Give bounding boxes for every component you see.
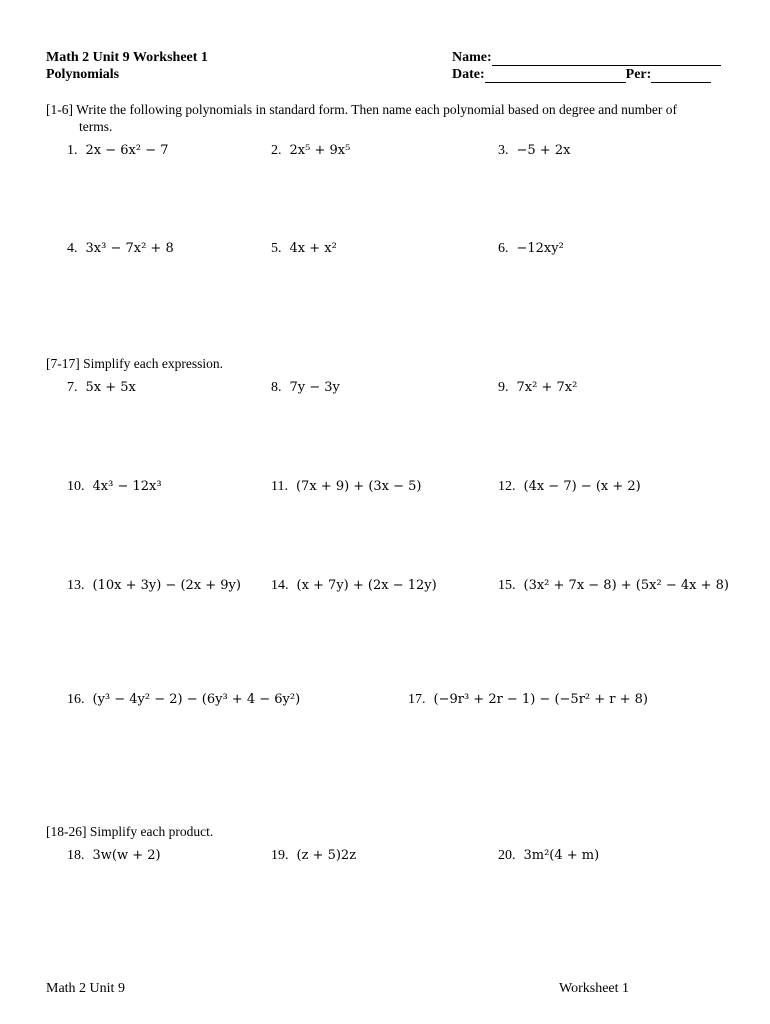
problem-number: 4. bbox=[67, 241, 78, 256]
problem-expression: 3w(w + 2) bbox=[92, 848, 161, 863]
problem-number: 16. bbox=[67, 692, 85, 707]
problem-expression: (y³ − 4y² − 2) − (6y³ + 4 − 6y²) bbox=[92, 692, 301, 707]
section-1-instructions: [1-6] Write the following polynomials in standard form. Then name each polynomial based on degree and number of bbox=[46, 102, 678, 117]
problem-expression: 2x − 6x² − 7 bbox=[85, 143, 169, 158]
problem-17 bbox=[408, 692, 648, 708]
problem-expression: 7y − 3y bbox=[289, 380, 340, 395]
problem-11 bbox=[271, 479, 422, 495]
problem-expression: (7x + 9) + (3x − 5) bbox=[295, 479, 422, 494]
footer-right: Worksheet 1 bbox=[559, 981, 630, 996]
problem-number: 12. bbox=[498, 479, 516, 494]
worksheet-subtitle: Polynomials bbox=[46, 67, 120, 82]
problem-14 bbox=[271, 578, 437, 594]
problem-expression: −5 + 2x bbox=[516, 143, 571, 158]
problem-number: 9. bbox=[498, 380, 509, 395]
section-1-instructions-cont: terms. bbox=[79, 119, 113, 134]
problem-6 bbox=[498, 241, 564, 257]
date-row bbox=[452, 67, 711, 83]
problem-12 bbox=[498, 479, 641, 495]
problem-expression: 4x³ − 12x³ bbox=[92, 479, 162, 494]
problem-expression: 4x + x² bbox=[289, 241, 337, 256]
problem-number: 7. bbox=[67, 380, 78, 395]
problem-number: 3. bbox=[498, 143, 509, 158]
problem-number: 2. bbox=[271, 143, 282, 158]
problem-1 bbox=[67, 143, 169, 159]
problem-expression: (3x² + 7x − 8) + (5x² − 4x + 8) bbox=[523, 578, 729, 593]
problem-expression: 2x⁵ + 9x⁵ bbox=[289, 143, 351, 158]
per-label: Per: bbox=[625, 67, 652, 82]
problem-19 bbox=[271, 848, 356, 864]
worksheet-title: Math 2 Unit 9 Worksheet 1 bbox=[46, 50, 208, 65]
problem-expression: (10x + 3y) − (2x + 9y) bbox=[92, 578, 241, 593]
problem-number: 11. bbox=[271, 479, 288, 494]
problem-number: 14. bbox=[271, 578, 289, 593]
problem-expression: 5x + 5x bbox=[85, 380, 136, 395]
problem-number: 5. bbox=[271, 241, 282, 256]
problem-2 bbox=[271, 143, 350, 159]
problem-number: 10. bbox=[67, 479, 85, 494]
problem-8 bbox=[271, 380, 340, 396]
problem-expression: (4x − 7) − (x + 2) bbox=[523, 479, 641, 494]
problem-number: 19. bbox=[271, 848, 289, 863]
problem-expression: (−9r³ + 2r − 1) − (−5r² + r + 8) bbox=[433, 692, 648, 707]
problem-15 bbox=[498, 578, 729, 594]
problem-7 bbox=[67, 380, 136, 396]
name-field[interactable] bbox=[492, 51, 721, 66]
problem-expression: 3m²(4 + m) bbox=[523, 848, 600, 863]
problem-4 bbox=[67, 241, 174, 257]
problem-expression: (x + 7y) + (2x − 12y) bbox=[296, 578, 437, 593]
date-label: Date: bbox=[452, 67, 485, 82]
problem-number: 20. bbox=[498, 848, 516, 863]
problem-number: 18. bbox=[67, 848, 85, 863]
section-3-instructions: [18-26] Simplify each product. bbox=[46, 824, 214, 839]
date-field[interactable] bbox=[485, 68, 626, 83]
name-label: Name: bbox=[452, 50, 492, 65]
problem-number: 6. bbox=[498, 241, 509, 256]
problem-10 bbox=[67, 479, 162, 495]
problem-18 bbox=[67, 848, 161, 864]
problem-number: 13. bbox=[67, 578, 85, 593]
problem-expression: (z + 5)2z bbox=[296, 848, 357, 863]
section-2-instructions: [7-17] Simplify each expression. bbox=[46, 356, 223, 371]
problem-9 bbox=[498, 380, 577, 396]
problem-3 bbox=[498, 143, 570, 159]
problem-16 bbox=[67, 692, 300, 708]
problem-number: 1. bbox=[67, 143, 78, 158]
footer-left: Math 2 Unit 9 bbox=[46, 981, 125, 996]
problem-number: 8. bbox=[271, 380, 282, 395]
problem-5 bbox=[271, 241, 337, 257]
problem-20 bbox=[498, 848, 599, 864]
problem-expression: −12xy² bbox=[516, 241, 564, 256]
problem-13 bbox=[67, 578, 241, 594]
problem-number: 15. bbox=[498, 578, 516, 593]
problem-expression: 3x³ − 7x² + 8 bbox=[85, 241, 174, 256]
problem-expression: 7x² + 7x² bbox=[516, 380, 578, 395]
per-field[interactable] bbox=[651, 68, 711, 83]
problem-number: 17. bbox=[408, 692, 426, 707]
name-row bbox=[452, 50, 721, 66]
